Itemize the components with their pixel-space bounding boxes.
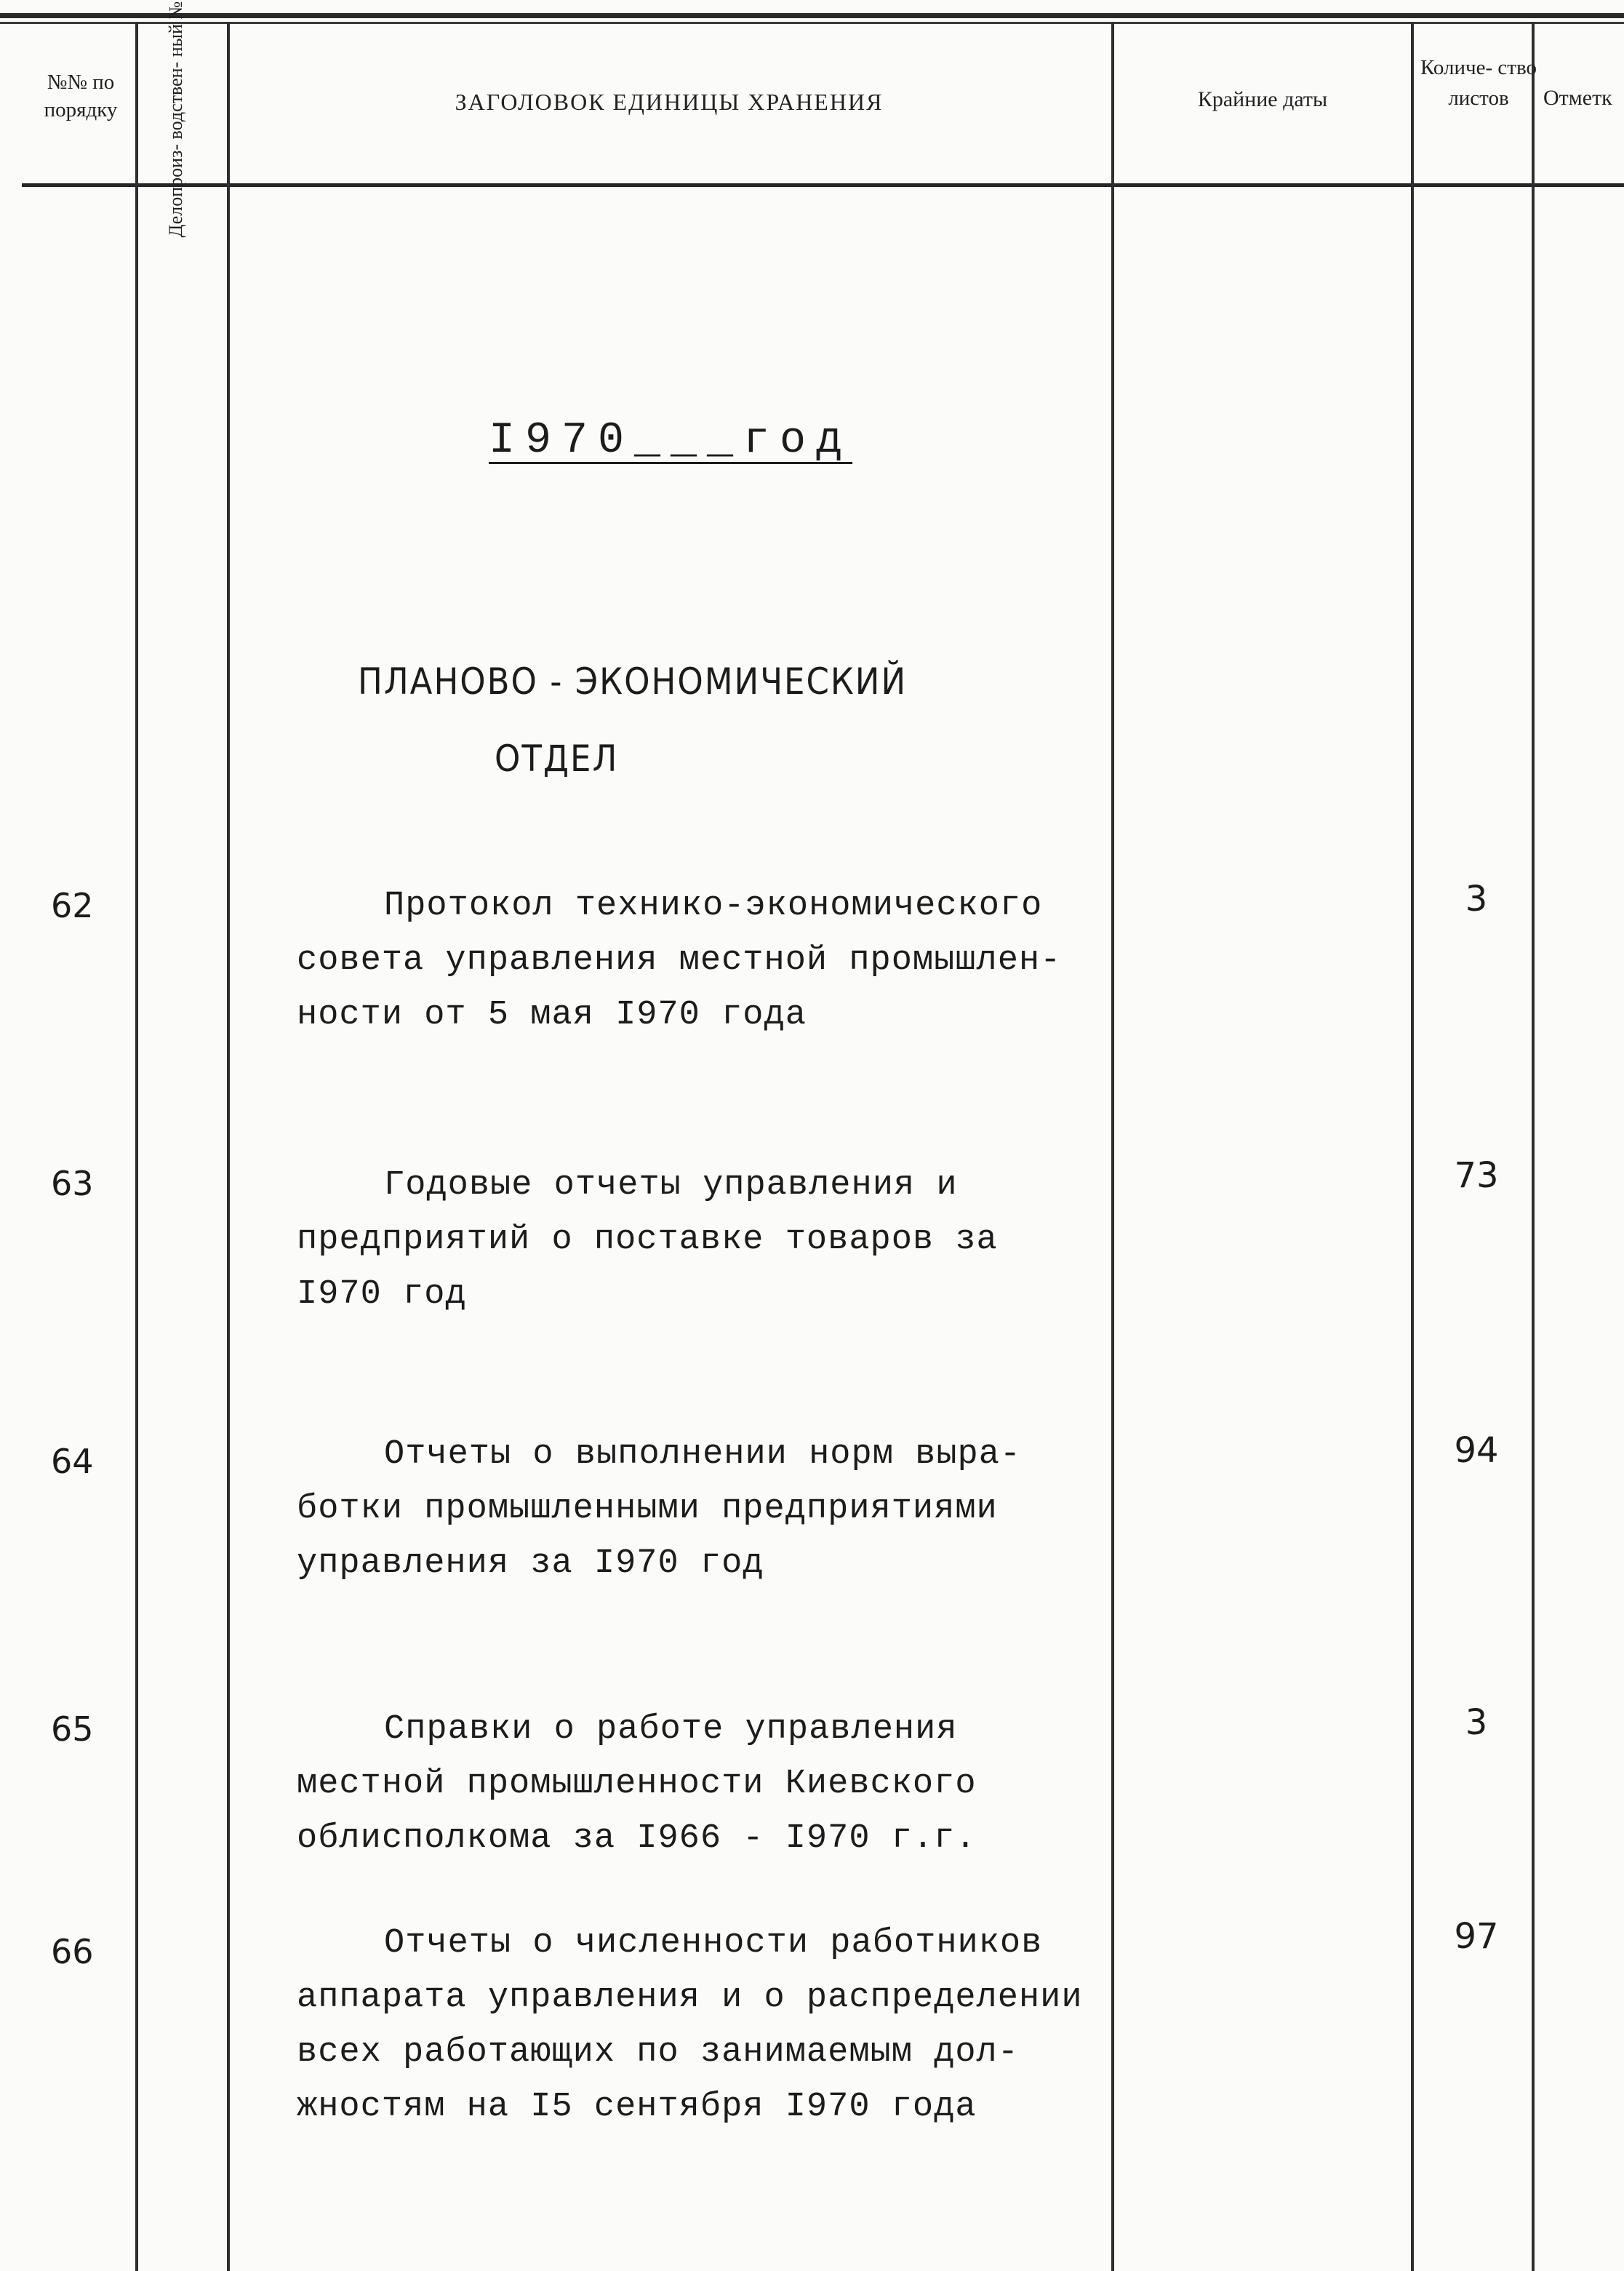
year-heading: I970___год xyxy=(489,416,853,466)
header-sheet-count-column: Количе- ство листов xyxy=(1420,56,1537,110)
entry-sheet-count: 73 xyxy=(1454,1155,1499,1196)
entry-number: 65 xyxy=(51,1709,94,1749)
column-divider xyxy=(135,22,138,2271)
entry-number: 63 xyxy=(51,1164,94,1203)
header-dates-column: Крайние даты xyxy=(1197,87,1328,111)
header-office-number-column xyxy=(137,1,215,238)
top-border-rule-thin xyxy=(0,22,1624,24)
department-title: ПЛАНОВО - ЭКОНОМИЧЕСКИЙ xyxy=(358,660,908,703)
column-divider xyxy=(1532,22,1535,2271)
header-title-column: ЗАГОЛОВОК ЕДИНИЦЫ ХРАНЕНИЯ xyxy=(455,89,884,115)
entry-sheet-count: 94 xyxy=(1454,1430,1499,1471)
entry-title: Годовые отчеты управления и предприятий о поставке товаров за I970 год xyxy=(297,1166,998,1314)
header-office-number-label: Делопроиз- водствен- ный № xyxy=(165,1,186,238)
entry-sheet-count: 3 xyxy=(1465,879,1488,919)
entry-sheet-count: 97 xyxy=(1454,1916,1499,1957)
header-number-column: №№ по порядку xyxy=(44,71,118,121)
entry-number: 64 xyxy=(51,1442,94,1481)
column-divider xyxy=(227,22,230,2271)
top-border-rule xyxy=(0,13,1624,18)
header-marks-column: Отметк xyxy=(1543,86,1612,110)
entry-sheet-count: 3 xyxy=(1465,1702,1488,1743)
header-bottom-rule xyxy=(22,183,1624,187)
entry-title: Отчеты о выполнении норм выра- ботки промышленными предприятиями управления за I970 год xyxy=(297,1435,1022,1583)
column-divider xyxy=(1411,22,1414,2271)
entry-number: 66 xyxy=(51,1932,94,1971)
entry-number: 62 xyxy=(51,886,94,925)
entry-title: Справки о работе управления местной промышленности Киевского облисполкома за I966 - I970 г.г. xyxy=(297,1710,977,1858)
department-title-line2: ОТДЕЛ xyxy=(495,738,619,780)
entry-title: Протокол технико-экономического совета управления местной промышлен- ности от 5 мая I970 года xyxy=(297,887,1062,1034)
entry-title: Отчеты о численности работников аппарата управления и о распределении всех работающих по занимаемым дол- жностям на I5 сентября I970 года xyxy=(297,1924,1083,2126)
